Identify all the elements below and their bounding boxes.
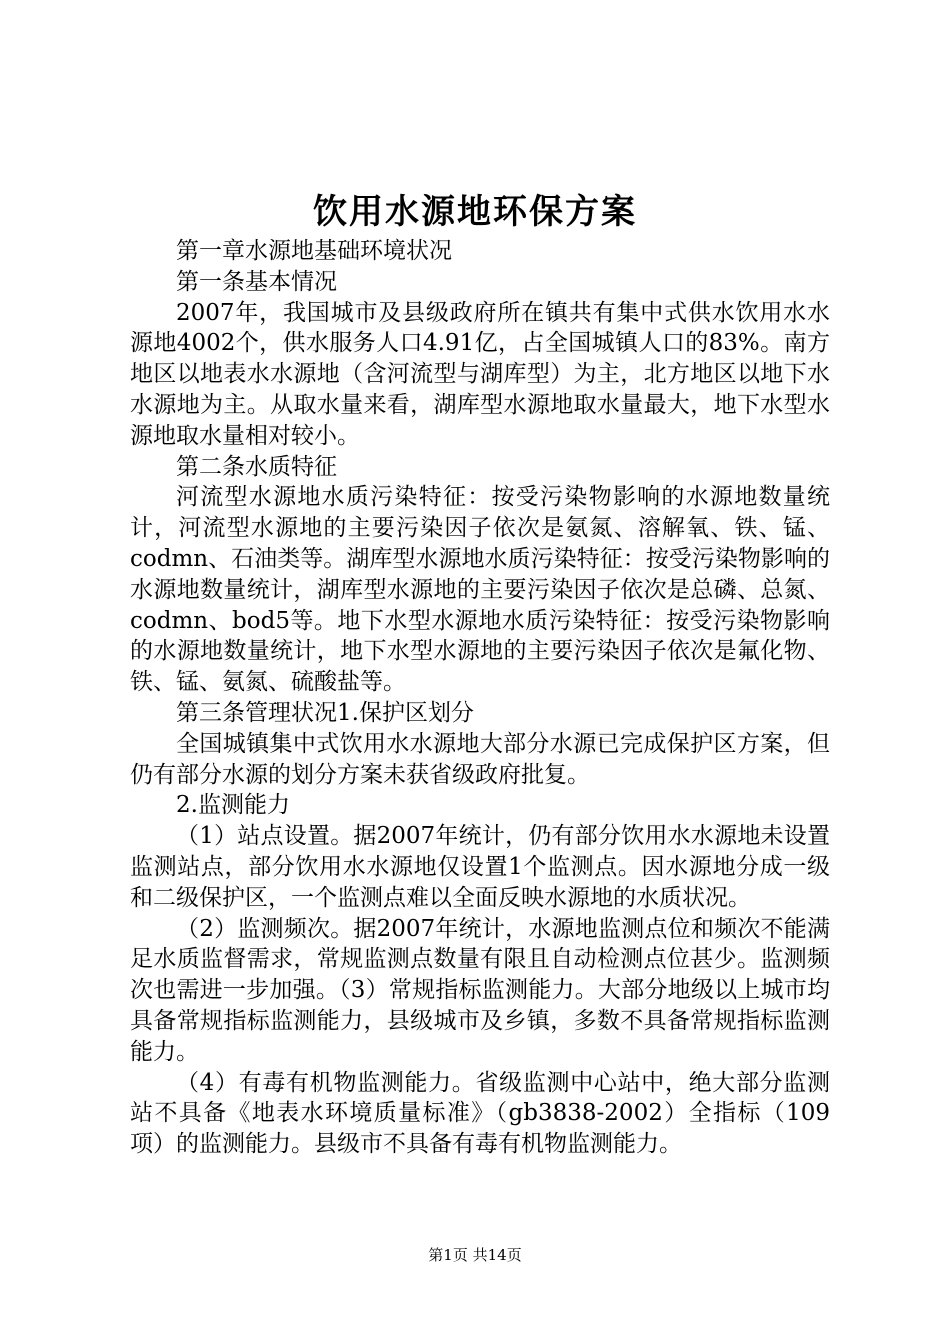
article-heading: 第一条基本情况 <box>176 268 337 295</box>
paragraph: 全国城镇集中式饮用水水源地大部分水源已完成保护区方案，但仍有部分水源的划分方案未获省级政府批复。 <box>130 730 830 788</box>
paragraph: 河流型水源地水质污染特征：按受污染物影响的水源地数量统计，河流型水源地的主要污染因子依次是氨氮、溶解氧、铁、锰、codmn、石油类等。湖库型水源地水质污染特征：按受污染物影响的水源地数量统计，湖库型水源地的主要污染因子依次是总磷、总氮、codmn、bod5等。地下水型水源地水质污染特征：按受污染物影响的水源地数量统计，地下水型水源地的主要污染因子依次是氟化物、铁、锰、氨氮、硫酸盐等。 <box>130 484 830 696</box>
section-heading: 2.监测能力 <box>176 792 290 819</box>
paragraph: （1）站点设置。据2007年统计，仍有部分饮用水水源地未设置监测站点，部分饮用水水源地仅设置1个监测点。因水源地分成一级和二级保护区，一个监测点难以全面反映水源地的水质状况。 <box>130 823 830 911</box>
chapter-heading: 第一章水源地基础环境状况 <box>176 238 452 264</box>
page-title: 饮用水源地环保方案 <box>313 192 637 232</box>
paragraph: （4）有毒有机物监测能力。省级监测中心站中，绝大部分监测站不具备《地表水环境质量标准》（gb3838-2002）全指标（109项）的监测能力。县级市不具备有毒有机物监测能力。 <box>130 1069 830 1158</box>
document-body <box>130 236 830 1160</box>
paragraph: 2007年，我国城市及县级政府所在镇共有集中式供水饮用水水源地4002个，供水服务人口4.91亿，占全国城镇人口的83%。南方地区以地表水水源地（含河流型与湖库型）为主，北方地区以地下水水源地为主。从取水量来看，湖库型水源地取水量最大，地下水型水源地取水量相对较小。 <box>130 299 830 449</box>
paragraph: （2）监测频次。据2007年统计，水源地监测点位和频次不能满足水质监督需求，常规监测点数量有限且自动检测点位甚少。监测频次也需进一步加强。（3）常规指标监测能力。大部分地级以上城市均具备常规指标监测能力，县级城市及乡镇，多数不具备常规指标监测能力。 <box>130 915 830 1065</box>
page-number: 第1页 共14页 <box>428 1246 522 1264</box>
article-heading: 第二条水质特征 <box>176 453 337 480</box>
article-heading: 第三条管理状况1.保护区划分 <box>176 699 474 726</box>
